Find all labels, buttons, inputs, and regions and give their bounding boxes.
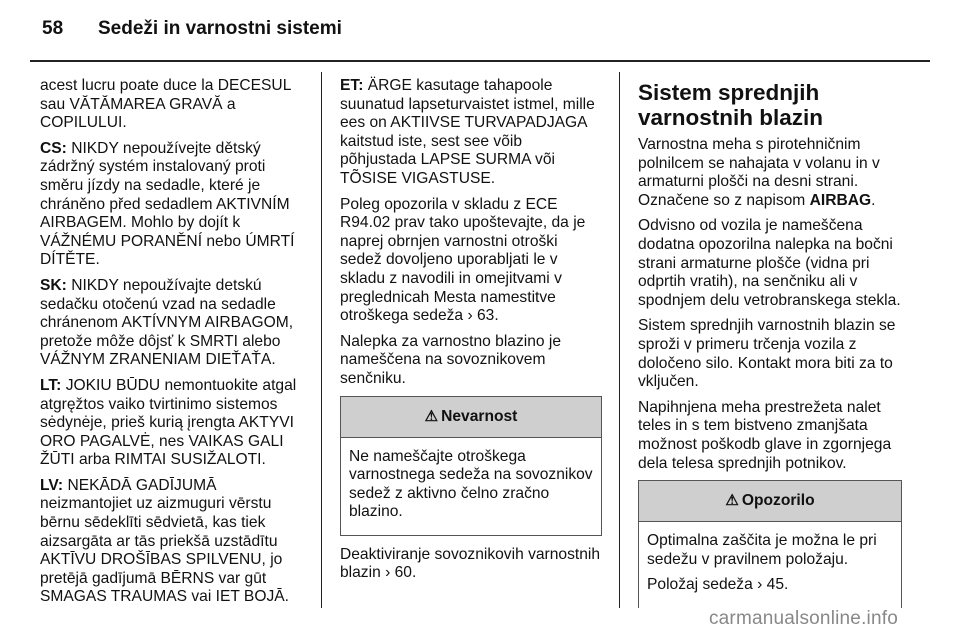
text-lt: JOKIU BŪDU nemontuokite atgal atgręžtos vaiko tvirtinimo sistemos sėdynėje, prieš kurią įrengta AKTYVI ORO PAGALVĖ, nes VAIKAS GALI ŽŪTI arba RIMTAI SUSIŽALOTI. — [40, 376, 297, 469]
caution-ref-text: Položaj sedeža — [647, 576, 753, 594]
warning-header — [341, 397, 601, 438]
paragraph-airbag-location — [638, 136, 902, 210]
text-deactivation: Deaktiviranje sovoznikovih varnostnih blazin — [340, 545, 601, 582]
text-ece: Poleg opozorila v skladu z ECE R94.02 prav tako upoštevajte, da je naprej obrnjen varnostni otroški sedež dovoljeno uporabljati le v skladu z navodili in omejitvami v preglednicah Mesta namestitve otroškega sedeža — [340, 195, 586, 325]
paragraph-warning-label: Odvisno od vozila je nameščena dodatna opozorilna nalepka na bočni strani armaturne plošče (vidna pri odprtih vratih), na senčniku ali v spodnjem delu vetrobranskega stekla. — [638, 217, 901, 309]
column-3 — [638, 80, 902, 618]
paragraph-deactivation — [340, 546, 602, 583]
page-ref-link[interactable]: 60. — [390, 564, 417, 582]
caution-reference — [647, 576, 893, 595]
column-2 — [340, 77, 602, 590]
warning-box — [340, 396, 602, 536]
paragraph-ece — [340, 196, 602, 326]
paragraph-lv — [40, 477, 308, 607]
warning-text: Ne nameščajte otroškega varnostnega sedeža na sovoznikov sedež z aktivno čelno zračno blazino. — [349, 447, 593, 521]
lang-label-et: ET: — [340, 77, 364, 94]
warning-title: Nevarnost — [441, 407, 518, 425]
text-airbag-keyword: AIRBAG — [809, 191, 872, 209]
caution-box — [638, 480, 902, 608]
text-sk: NIKDY nepoužívajte detskú sedačku otočenú vzad na sedadle chránenom AKTÍVNYM AIRBAGOM, pretože môže dôjsť k SMRTI alebo VÁŽNYM ZRANENIAM DIEŤAŤA. — [40, 276, 294, 369]
paragraph-ro-end: acest lucru poate duce la DECESUL sau VĂTĂMAREA GRAVĂ a COPILULUI. — [40, 77, 291, 132]
caution-body — [639, 522, 901, 608]
text-airbag-a: Varnostna meha s pirotehničnim polnilcem se nahajata v volanu in v armaturni plošči na desni strani. Označene so z napisom — [638, 136, 880, 209]
paragraph-et — [340, 77, 602, 189]
paragraph-cs — [40, 140, 308, 270]
warning-triangle-icon: ⚠ — [424, 407, 439, 425]
caution-text: Optimalna zaščita je možna le pri sedežu v pravilnem položaju. — [647, 532, 877, 568]
column-1 — [40, 77, 308, 614]
paragraph-sk — [40, 277, 308, 370]
caution-title: Opozorilo — [741, 492, 815, 510]
lang-label-lv: LV: — [40, 476, 64, 494]
page-header — [42, 18, 342, 40]
warning-triangle-icon: ⚠ — [725, 492, 739, 510]
text-cs: NIKDY nepoužívejte dětský zádržný systém instalovaný proti směru jízdy na sedadle, které je chráněno před sedadlem AKTIVNÍM AIRBAGEM. Mohlo by dojít k VÁŽNÉMU PORANĚNÍ nebo ÚMRTÍ DÍTĚTE. — [40, 139, 295, 269]
page-title: Sedeži in varnostni sistemi — [98, 18, 342, 39]
header-rule — [30, 60, 930, 62]
paragraph-lt — [40, 377, 308, 470]
caution-header — [639, 481, 901, 522]
section-heading: Sistem sprednjih varnostnih blazin — [638, 80, 824, 130]
page-ref-link[interactable]: 63. — [472, 307, 499, 325]
page-reference-arrow-icon: › — [385, 564, 391, 582]
page-reference-arrow-icon: › — [757, 576, 763, 594]
column-divider-1 — [321, 72, 322, 608]
watermark: carmanualsonline.info — [708, 608, 898, 629]
text-et: ÄRGE kasutage tahapoole suunatud lapseturvaistet istmel, mille ees on AKTIIVSE TURVAPADJAGA kaitstud iste, sest see võib põhjustada LAPSE SURMA või TÕSISE VIGASTUSE. — [340, 77, 595, 187]
page-number: 58 — [42, 18, 64, 39]
paragraph-protection: Napihnjena meha prestrežeta nalet teles in s tem bistveno zmanjšata možnost poškodb glave in zgornjega dela telesa sprednjih potnikov. — [638, 398, 892, 472]
column-divider-2 — [619, 72, 620, 608]
paragraph-deploy: Sistem sprednjih varnostnih blazin se sproži v primeru trčenja vozila z določeno silo. Kontakt mora biti za to vključen. — [638, 317, 896, 391]
paragraph-label: Nalepka za varnostno blazino je nameščena na sovoznikovem senčniku. — [340, 332, 562, 387]
text-airbag-c: . — [871, 191, 876, 209]
lang-label-sk: SK: — [40, 276, 67, 294]
page-ref-link[interactable]: 45. — [762, 576, 789, 594]
lang-label-cs: CS: — [40, 139, 67, 157]
lang-label-lt: LT: — [40, 376, 62, 394]
text-lv: NEKĀDĀ GADĪJUMĀ neizmantojiet uz aizmuguri vērstu bērnu sēdeklīti sēdvietā, kas tiek aizsargāta ar tās priekšā uzstādītu AKTĪVU DROŠĪBAS SPILVENU, jo pretējā gadījumā BĒRNS var gūt SMAGAS TRAUMAS vai IET BOJĀ. — [40, 476, 289, 606]
page-reference-arrow-icon: › — [467, 307, 473, 325]
warning-body — [341, 438, 601, 535]
